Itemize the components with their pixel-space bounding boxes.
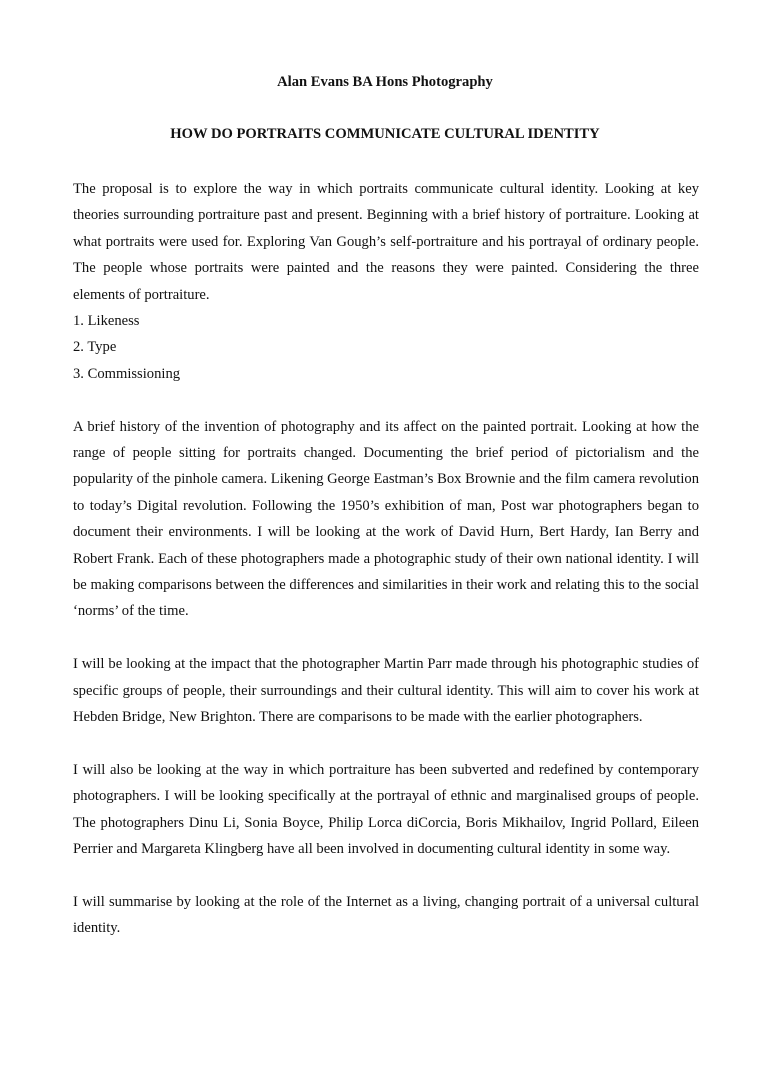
intro-paragraph: The proposal is to explore the way in which portraits communicate cultural identity. Looking at key theories surrounding portraiture past and present. Beginning with a brief history of portraiture. Looking at what portraits were used for. Exploring Van Gough’s self-portraiture and his portrayal of ordinary people. The people whose portraits were painted and the reasons they were painted. Considering the three elements of portraiture. — [73, 181, 699, 303]
list-item: 1. Likeness — [73, 313, 140, 330]
contemporary-photographers-paragraph: I will also be looking at the way in which portraiture has been subverted and redefined by contemporary photographers. I will be looking specifically at the portrayal of ethnic and marginalised groups of people. The photographers Dinu Li, Sonia Boyce, Philip Lorca diCorcia, Boris Mikhailov, Ingrid Pollard, Eileen Perrier and Margareta Klingberg have all been involved in documenting cultural identity in some way. — [73, 761, 699, 858]
list-item: 2. Type — [73, 339, 117, 356]
martin-parr-paragraph: I will be looking at the impact that the photographer Martin Parr made through his photographic studies of specific groups of people, their surroundings and their cultural identity. This will aim to cover his work at Hebden Bridge, New Brighton. There are comparisons to be made with the earlier photographers. — [73, 656, 699, 726]
paragraph-spacer — [73, 731, 699, 757]
document-body — [73, 176, 699, 942]
list-item: 3. Commissioning — [73, 365, 181, 382]
paragraph-spacer — [73, 863, 699, 889]
portraiture-elements-list — [73, 308, 699, 387]
paragraph-spacer — [73, 387, 699, 413]
document-title: HOW DO PORTRAITS COMMUNICATE CULTURAL IDENTITY — [170, 126, 600, 142]
summary-paragraph: I will summarise by looking at the role of the Internet as a living, changing portrait of a universal cultural identity. — [73, 893, 699, 937]
paragraph-spacer — [73, 625, 699, 651]
author-line: Alan Evans BA Hons Photography — [277, 74, 493, 90]
photography-history-paragraph: A brief history of the invention of photography and its affect on the painted portrait. Looking at how the range of people sitting for portraits changed. Documenting the brief period of pictorialism and the popularity of the pinhole camera. Likening George Eastman’s Box Brownie and the film camera revolution to today’s Digital revolution. Following the 1950’s exhibition of man, Post war photographers began to document their environments. I will be looking at the work of David Hurn, Bert Hardy, Ian Berry and Robert Frank. Each of these photographers made a photographic study of their own national identity. I will be making comparisons between the differences and similarities in their work and relating this to the social ‘norms’ of the time. — [73, 418, 699, 620]
